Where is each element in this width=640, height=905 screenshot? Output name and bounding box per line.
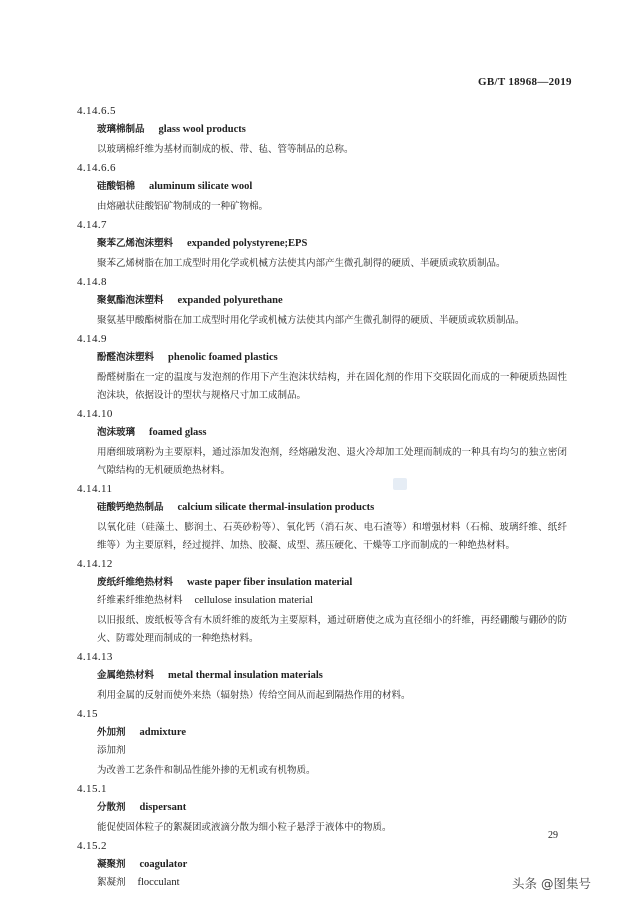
synonym [97,744,567,757]
synonym-chinese: 添加剂 [97,745,126,756]
term-english: calcium silicate thermal-insulation products [177,502,375,513]
term-chinese: 分散剂 [97,802,126,813]
term-definition: 以玻璃棉纤维为基材而制成的板、带、毡、管等制品的总称。 [97,144,354,155]
term-heading [97,123,567,136]
term-english: admixture [139,727,186,738]
synonym [97,876,567,889]
term-english: aluminum silicate wool [149,181,253,192]
term-heading [97,351,567,364]
term-definition: 由熔融状硅酸铝矿物制成的一种矿物棉。 [97,201,269,212]
clause-number: 4.14.6.5 [77,105,116,117]
page-number: 29 [548,830,558,841]
term-english: waste paper fiber insulation material [187,577,353,588]
synonym-chinese: 纤维素纤维绝热材料 [97,595,183,606]
term-chinese: 酚醛泡沫塑料 [97,352,155,363]
term-heading [97,180,567,193]
term-english: coagulator [139,859,188,870]
clause-number: 4.14.10 [77,408,113,420]
term-heading [97,726,567,739]
term-heading [97,576,567,589]
term-heading [97,294,567,307]
term-entry [77,651,567,705]
term-english: expanded polystyrene;EPS [187,238,308,249]
source-watermark: 头条 @图集号 [512,876,591,891]
document-body [77,105,567,894]
term-entry [77,483,567,555]
term-entry [77,840,567,889]
standard-number: GB/T 18968—2019 [478,76,572,88]
term-definition: 以氧化硅（硅藻土、膨润土、石英砂粉等）、氧化钙（消石灰、电石渣等）和增强材料（石棉、玻璃纤维、纸纤维等）为主要原料，经过搅拌、加热、胶凝、成型、蒸压硬化、干燥等工序而制成的一种绝热材料。 [97,522,567,551]
term-english: expanded polyurethane [177,295,283,306]
clause-number: 4.15.1 [77,783,107,795]
term-english: phenolic foamed plastics [168,352,278,363]
watermark-logo-icon [393,478,407,490]
clause-number: 4.14.7 [77,219,107,231]
term-definition: 用磨细玻璃粉为主要原料，通过添加发泡剂，经熔融发泡、退火冷却加工处理而制成的一种具有均匀的独立密闭气隙结构的无机硬质绝热材料。 [97,447,567,476]
term-entry [77,408,567,480]
synonym [97,594,567,607]
term-entry [77,333,567,405]
term-definition: 酚醛树脂在一定的温度与发泡剂的作用下产生泡沫状结构，并在固化剂的作用下交联固化而成的一种硬质热固性泡沫块，依据设计的型状与规格尺寸加工成制品。 [97,372,567,401]
term-entry [77,105,567,159]
clause-number: 4.14.6.6 [77,162,116,174]
term-heading [97,501,567,514]
term-chinese: 泡沫玻璃 [97,427,136,438]
term-definition: 利用金属的反射而使外来热（辐射热）传给空间从而起到隔热作用的材料。 [97,690,411,701]
term-chinese: 金属绝热材料 [97,670,155,681]
term-definition: 以旧报纸、废纸板等含有木质纤维的废纸为主要原料，通过研磨使之成为直径细小的纤维，再经硼酸与硼砂的防火、防霉处理而制成的一种绝热材料。 [97,615,567,644]
term-entry [77,708,567,780]
term-definition: 聚苯乙烯树脂在加工成型时用化学或机械方法使其内部产生微孔制得的硬质、半硬质或软质制品。 [97,258,506,269]
term-chinese: 外加剂 [97,727,126,738]
term-heading [97,801,567,814]
term-chinese: 玻璃棉制品 [97,124,145,135]
clause-number: 4.14.13 [77,651,113,663]
term-chinese: 凝聚剂 [97,859,126,870]
clause-number: 4.15 [77,708,98,720]
term-chinese: 硅酸铝棉 [97,181,136,192]
synonym-english: cellulose insulation material [194,595,313,606]
term-heading [97,237,567,250]
clause-number: 4.15.2 [77,840,107,852]
term-english: foamed glass [149,427,207,438]
term-definition: 为改善工艺条件和制品性能外掺的无机或有机物质。 [97,765,316,776]
term-heading [97,669,567,682]
term-heading [97,426,567,439]
term-definition: 聚氨基甲酸酯树脂在加工成型时用化学或机械方法使其内部产生微孔制得的硬质、半硬质或软质制品。 [97,315,525,326]
clause-number: 4.14.8 [77,276,107,288]
term-definition: 能促使固体粒子的絮凝团或液滴分散为细小粒子悬浮于液体中的物质。 [97,822,392,833]
clause-number: 4.14.9 [77,333,107,345]
term-entry [77,162,567,216]
term-chinese: 聚苯乙烯泡沫塑料 [97,238,174,249]
clause-number: 4.14.12 [77,558,113,570]
clause-number: 4.14.11 [77,483,113,495]
synonym-chinese: 絮凝剂 [97,877,126,888]
term-chinese: 硅酸钙绝热制品 [97,502,164,513]
term-english: metal thermal insulation materials [168,670,323,681]
term-chinese: 聚氨酯泡沫塑料 [97,295,164,306]
term-entry [77,558,567,648]
term-english: glass wool products [158,124,246,135]
synonym-english: flocculant [137,877,180,888]
term-chinese: 废纸纤维绝热材料 [97,577,174,588]
term-entry [77,276,567,330]
term-english: dispersant [139,802,187,813]
term-entry [77,219,567,273]
term-entry [77,783,567,837]
term-heading [97,858,567,871]
